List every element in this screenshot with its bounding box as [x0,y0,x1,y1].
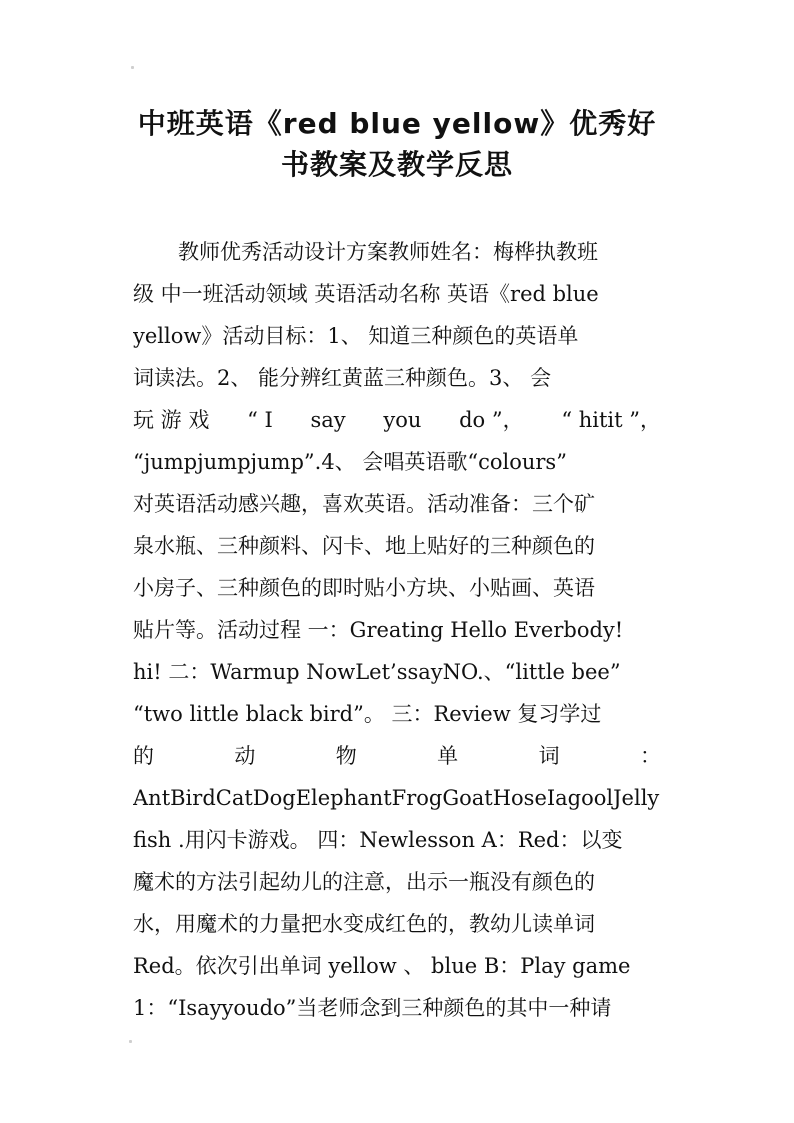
word: 单 [437,744,459,768]
word: do ”， [459,408,524,432]
document-title-line-2: 书教案及教学反思 [280,148,513,181]
document-title-line-1: 中班英语《red blue yellow》优秀好 [137,107,657,140]
body-line: 词读法。2、 能分辨红黄蓝三种颜色。3、 会 [133,366,552,390]
body-line: 教师优秀活动设计方案教师姓名：梅桦执教班 [178,240,598,264]
word: 的 [133,744,154,768]
word: “ I [247,408,273,432]
body-line: fish .用闪卡游戏。 四：Newlesson A：Red：以变 [133,828,623,852]
body-line: 水，用魔术的力量把水变成红色的，教幼儿读单词 [133,912,595,936]
word: 玩 游 戏 [133,408,210,432]
word: say [310,408,346,432]
word: 词 [538,744,560,768]
word: “ hitit ”， [561,408,661,432]
body-line-justified [133,406,661,436]
body-line: “two little black bird”。 三：Review 复习学过 [133,702,602,726]
word: 物 [335,744,357,768]
scan-mark [129,1040,132,1043]
body-line: Red。依次引出单词 yellow 、 blue B：Play game [133,954,631,978]
body-line: 级 中一班活动领域 英语活动名称 英语《red blue [133,282,599,306]
body-line: 泉水瓶、三种颜料、闪卡、地上贴好的三种颜色的 [133,534,595,558]
body-line-justified [133,742,661,772]
body-line: yellow》活动目标：1、 知道三种颜色的英语单 [133,324,579,348]
word: 动 [234,744,256,768]
body-line: hi! 二：Warmup NowLet’ssayNO.、“little bee” [133,660,621,684]
body-line: 小房子、三种颜色的即时贴小方块、小贴画、英语 [133,576,595,600]
scan-mark [131,66,134,69]
body-line: 对英语活动感兴趣，喜欢英语。活动准备：三个矿 [133,492,595,516]
body-line: 魔术的方法引起幼儿的注意，出示一瓶没有颜色的 [133,870,595,894]
body-line: 贴片等。活动过程 一：Greating Hello Everbody! [133,618,624,642]
word: ： [639,744,661,768]
word: you [383,408,422,432]
body-line: “jumpjumpjump”.4、 会唱英语歌“colours” [133,450,567,474]
body-line: AntBirdCatDogElephantFrogGoatHoseIagoolJelly [133,786,660,810]
body-line: 1：“Isayyoudo”当老师念到三种颜色的其中一种请 [133,996,612,1020]
